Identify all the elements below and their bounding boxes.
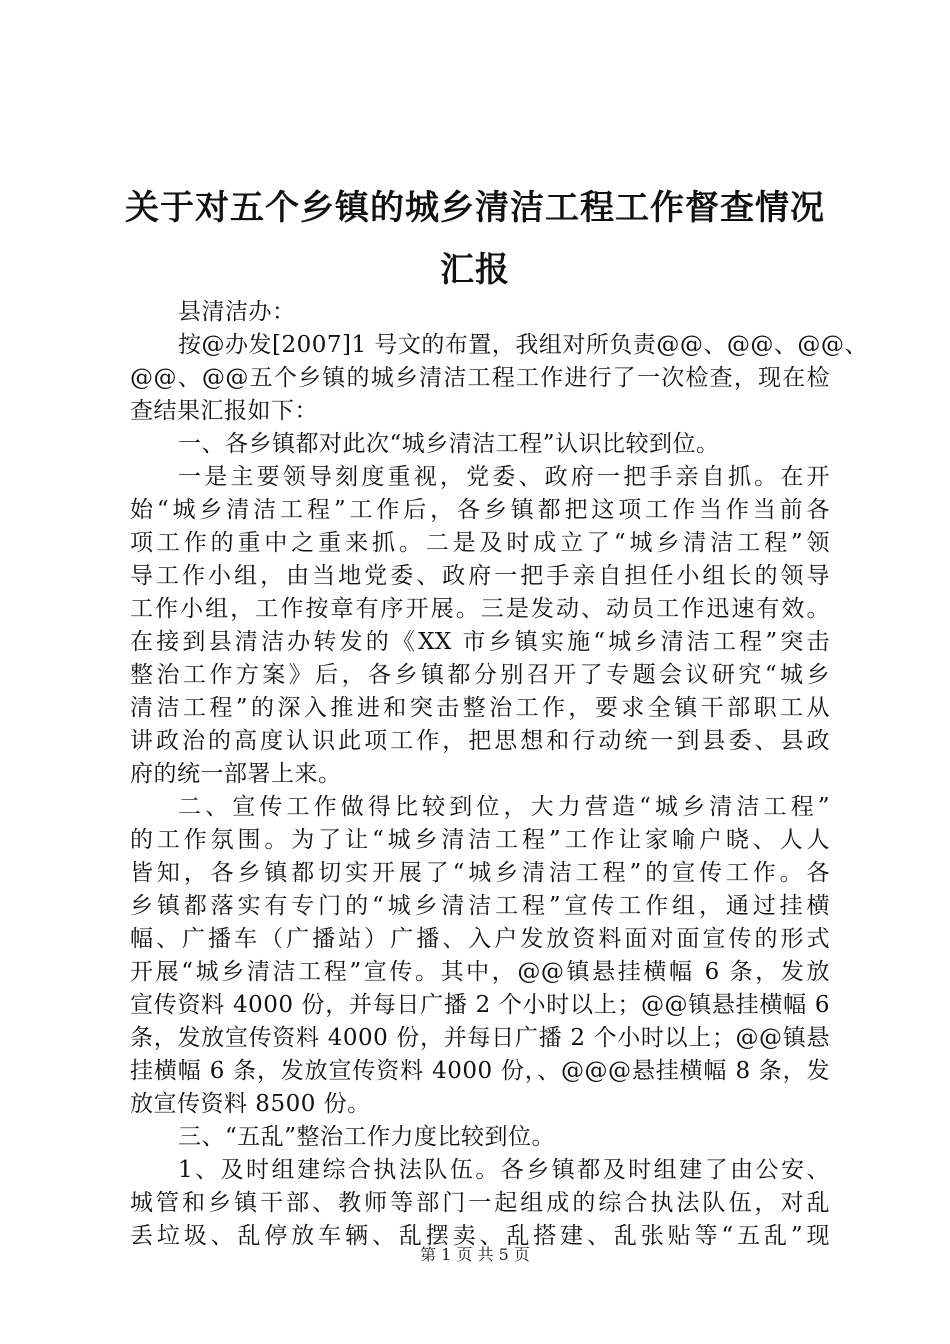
section-heading-2: 二、宣传工作做得比较到位，大力营造“城乡清洁工程” [178,794,830,820]
body-line: 工作小组，工作按章有序开展。三是发动、动员工作迅速有效。 [130,596,830,622]
body-line: 始“城乡清洁工程”工作后，各乡镇都把这项工作当作当前各 [130,497,830,523]
body-line: 挂横幅 6 条，发放宣传资料 4000 份，、@@@悬挂横幅 8 条，发 [130,1058,830,1084]
body-line: 乡镇都落实有专门的“城乡清洁工程”宣传工作组，通过挂横 [130,893,830,919]
body-line: 幅、广播车（广播站）广播、入户发放资料面对面宣传的形式 [130,926,830,952]
body-line: 项工作的重中之重来抓。二是及时成立了“城乡清洁工程”领 [130,530,830,556]
body-line: 按@办发[2007]1 号文的布置，我组对所负责@@、@@、@@、 [178,332,868,358]
body-line: 宣传资料 4000 份，并每日广播 2 个小时以上；@@镇悬挂横幅 6 [130,992,830,1018]
body-line: 条，发放宣传资料 4000 份，并每日广播 2 个小时以上；@@镇悬 [130,1025,830,1051]
salutation: 县清洁办： [178,299,296,325]
body-line: 整治工作方案》后，各乡镇都分别召开了专题会议研究“城乡 [130,662,830,688]
body-line: @@、@@五个乡镇的城乡清洁工程工作进行了一次检查，现在检 [130,365,830,391]
body-line: 在接到县清洁办转发的《XX 市乡镇实施“城乡清洁工程”突击 [130,629,830,655]
body-line: 的工作氛围。为了让“城乡清洁工程”工作让家喻户晓、人人 [130,827,830,853]
body-line: 皆知，各乡镇都切实开展了“城乡清洁工程”的宣传工作。各 [130,860,830,886]
body-line: 府的统一部署上来。 [130,761,342,787]
document-body [130,296,868,1253]
body-line: 一是主要领导刻度重视，党委、政府一把手亲自抓。在开 [178,464,830,490]
body-line: 城管和乡镇干部、教师等部门一起组成的综合执法队伍，对乱 [130,1190,830,1216]
document-title-line-2: 汇报 [440,250,510,290]
body-line: 导工作小组，由当地党委、政府一把手亲自担任小组长的领导 [130,563,830,589]
body-line: 丢垃圾、乱停放车辆、乱摆卖、乱搭建、乱张贴等“五乱”现 [130,1223,830,1249]
page-footer: 第 1 页 共 5 页 [420,1245,530,1264]
body-line: 放宣传资料 8500 份。 [130,1091,371,1117]
section-heading-1: 一、各乡镇都对此次“城乡清洁工程”认识比较到位。 [178,431,720,457]
body-line: 开展“城乡清洁工程”宣传。其中，@@镇悬挂横幅 6 条，发放 [130,959,830,985]
body-line: 清洁工程”的深入推进和突击整治工作，要求全镇干部职工从 [130,695,830,721]
section-heading-3: 三、“五乱”整治工作力度比较到位。 [178,1124,556,1150]
body-line: 1、及时组建综合执法队伍。各乡镇都及时组建了由公安、 [178,1157,830,1183]
document-title-line-1: 关于对五个乡镇的城乡清洁工程工作督查情况 [125,188,825,228]
body-line: 查结果汇报如下： [130,398,318,424]
body-line: 讲政治的高度认识此项工作，把思想和行动统一到县委、县政 [130,728,830,754]
